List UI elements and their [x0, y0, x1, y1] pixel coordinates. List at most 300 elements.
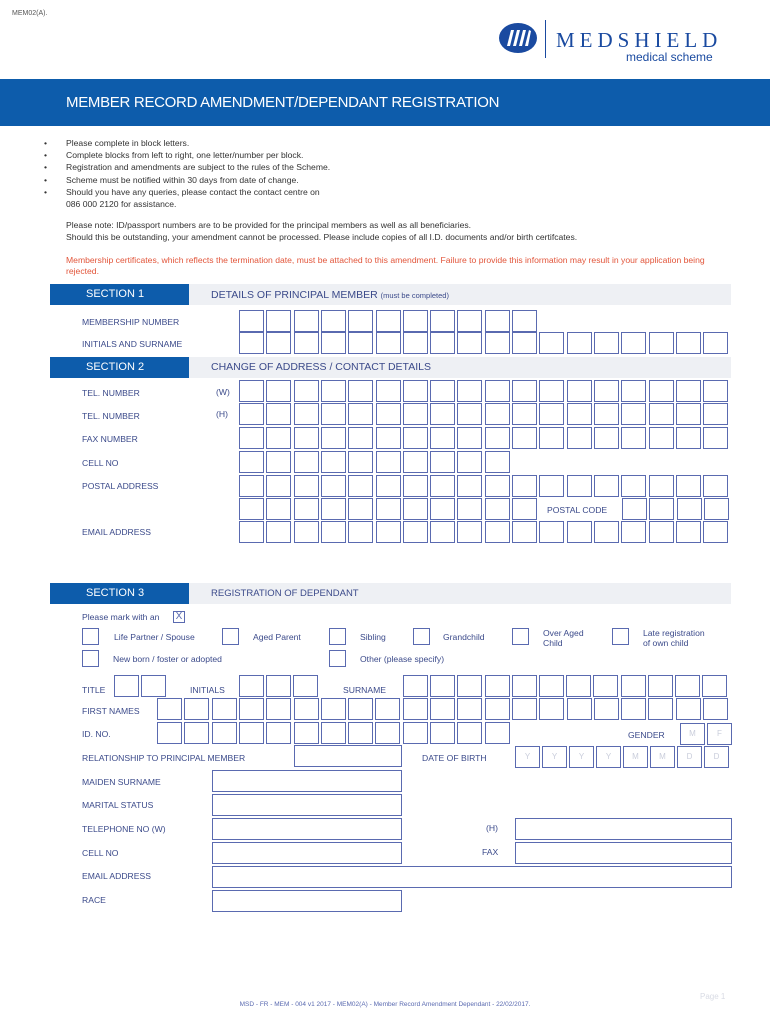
fax-number-box[interactable] [348, 427, 373, 449]
first-names-box[interactable] [375, 698, 400, 720]
first-names-box[interactable] [266, 698, 291, 720]
relationship-label: RELATIONSHIP TO PRINCIPAL MEMBER [82, 753, 246, 763]
cell-no-box[interactable] [239, 451, 264, 473]
id-no-box[interactable] [266, 722, 291, 744]
membership-number-box[interactable] [430, 310, 455, 332]
tel-work-box[interactable] [621, 380, 646, 402]
id-no-box[interactable] [239, 722, 264, 744]
section1-tab [50, 284, 189, 305]
initials-surname-box[interactable] [457, 332, 482, 354]
postal-address-box[interactable] [621, 475, 646, 497]
fax-number-box[interactable] [376, 427, 401, 449]
tel-work-box[interactable] [348, 380, 373, 402]
tel-home-box[interactable] [621, 403, 646, 425]
id-no-box[interactable] [485, 722, 510, 744]
gender-m-box[interactable] [680, 723, 705, 745]
fax-number-box[interactable] [703, 427, 728, 449]
dob-year-hint: Y [578, 752, 585, 761]
dob-day-box[interactable] [677, 746, 702, 768]
fax-number-box[interactable] [512, 427, 537, 449]
first-names-box[interactable] [594, 698, 619, 720]
medshield-logo-icon [498, 22, 538, 54]
telephone-home-field[interactable] [515, 818, 732, 840]
first-names-box[interactable] [403, 698, 428, 720]
postal-address-box[interactable] [403, 498, 428, 520]
section3-heading: REGISTRATION OF DEPENDANT [211, 588, 359, 599]
tel-work-box[interactable] [594, 380, 619, 402]
other-label: Other (please specify) [360, 654, 445, 664]
title-label: TITLE [82, 685, 106, 695]
tel-work-box[interactable] [512, 380, 537, 402]
surname-box[interactable] [485, 675, 510, 697]
tel-home-box[interactable] [430, 403, 455, 425]
email-address-box[interactable] [567, 521, 592, 543]
email-dependant-label: EMAIL ADDRESS [82, 871, 151, 881]
instruction-item-continued: 086 000 2120 for assistance. [66, 199, 177, 210]
postal-address-box[interactable] [348, 498, 373, 520]
first-names-box[interactable] [348, 698, 373, 720]
initials-surname-box[interactable] [567, 332, 592, 354]
initials-surname-box[interactable] [321, 332, 346, 354]
tel-home-box[interactable] [539, 403, 564, 425]
surname-box[interactable] [539, 675, 564, 697]
email-address-box[interactable] [676, 521, 701, 543]
first-names-box[interactable] [457, 698, 482, 720]
email-address-box[interactable] [239, 521, 264, 543]
cell-no-box[interactable] [403, 451, 428, 473]
mark-instruction: Please mark with an [82, 612, 160, 622]
instruction-item: • Registration and amendments are subject to the rules of the Scheme. [44, 161, 330, 173]
email-address-box[interactable] [294, 521, 319, 543]
late-reg-line2: of own child [643, 638, 689, 648]
postal-address-box[interactable] [403, 475, 428, 497]
id-note [66, 219, 577, 244]
initials-surname-box[interactable] [621, 332, 646, 354]
postal-address-box[interactable] [512, 498, 537, 520]
surname-label: SURNAME [343, 685, 386, 695]
first-names-box[interactable] [703, 698, 728, 720]
grandchild-label: Grandchild [443, 632, 485, 642]
postal-address-box[interactable] [539, 475, 564, 497]
race-label: RACE [82, 895, 106, 905]
first-names-box[interactable] [239, 698, 264, 720]
surname-box[interactable] [702, 675, 727, 697]
membership-number-box[interactable] [512, 310, 537, 332]
page-number: Page 1 [700, 992, 726, 1001]
postal-address-box[interactable] [266, 498, 291, 520]
title-box[interactable] [141, 675, 166, 697]
tel-work-box[interactable] [703, 380, 728, 402]
fax-number-box[interactable] [485, 427, 510, 449]
sibling-checkbox[interactable] [329, 628, 346, 645]
postal-code-label: POSTAL CODE [547, 505, 608, 515]
email-address-box[interactable] [621, 521, 646, 543]
tel-home-box[interactable] [266, 403, 291, 425]
email-address-box[interactable] [539, 521, 564, 543]
dob-month-box[interactable] [650, 746, 675, 768]
surname-box[interactable] [403, 675, 428, 697]
membership-number-box[interactable] [376, 310, 401, 332]
postal-address-box[interactable] [321, 475, 346, 497]
tel-work-box[interactable] [403, 380, 428, 402]
membership-number-box[interactable] [348, 310, 373, 332]
membership-number-box[interactable] [457, 310, 482, 332]
gender-f-box[interactable] [707, 723, 732, 745]
dob-year-box[interactable] [569, 746, 594, 768]
fax-field[interactable] [515, 842, 732, 864]
postal-address-box[interactable] [294, 498, 319, 520]
tel-home-box[interactable] [649, 403, 674, 425]
email-address-box[interactable] [266, 521, 291, 543]
newborn-checkbox[interactable] [82, 650, 99, 667]
initials-surname-box[interactable] [348, 332, 373, 354]
cell-no-box[interactable] [430, 451, 455, 473]
fax-dependant-label: FAX [482, 847, 499, 857]
tel-home-suffix: (H) [216, 409, 228, 419]
surname-box[interactable] [621, 675, 646, 697]
tel-home-box[interactable] [294, 403, 319, 425]
telephone-home-label: (H) [486, 823, 498, 833]
tel-work-box[interactable] [457, 380, 482, 402]
life-partner-checkbox[interactable] [82, 628, 99, 645]
cell-no-box[interactable] [294, 451, 319, 473]
initials-surname-box[interactable] [485, 332, 510, 354]
initials-surname-box[interactable] [403, 332, 428, 354]
id-no-label: ID. NO. [82, 729, 111, 739]
postal-address-box[interactable] [676, 475, 701, 497]
over-aged-line1: Over Aged [543, 628, 584, 638]
mark-example-box [173, 611, 185, 623]
surname-box[interactable] [566, 675, 591, 697]
postal-address-box[interactable] [348, 475, 373, 497]
tel-work-suffix: (W) [216, 387, 230, 397]
postal-address-box[interactable] [266, 475, 291, 497]
surname-box[interactable] [675, 675, 700, 697]
cell-no-box[interactable] [485, 451, 510, 473]
initials-surname-label: INITIALS AND SURNAME [82, 339, 183, 349]
dob-day-hint: D [713, 752, 720, 761]
section2-tab [50, 357, 189, 378]
logo-separator [545, 20, 546, 58]
maiden-surname-field[interactable] [212, 770, 402, 792]
over-aged-child-label [543, 628, 584, 648]
fax-number-box[interactable] [457, 427, 482, 449]
first-names-box[interactable] [485, 698, 510, 720]
postal-code-box[interactable] [649, 498, 674, 520]
id-no-box[interactable] [375, 722, 400, 744]
membership-number-box[interactable] [239, 310, 264, 332]
late-registration-checkbox[interactable] [612, 628, 629, 645]
fax-number-box[interactable] [430, 427, 455, 449]
first-names-box[interactable] [621, 698, 646, 720]
postal-address-box[interactable] [294, 475, 319, 497]
first-names-label: FIRST NAMES [82, 706, 140, 716]
postal-address-box[interactable] [376, 475, 401, 497]
surname-box[interactable] [648, 675, 673, 697]
dob-day-box[interactable] [704, 746, 729, 768]
surname-box[interactable] [457, 675, 482, 697]
marital-status-field[interactable] [212, 794, 402, 816]
tel-work-label: TEL. NUMBER [82, 388, 140, 398]
fax-number-box[interactable] [649, 427, 674, 449]
cell-no-field[interactable] [212, 842, 402, 864]
first-names-box[interactable] [567, 698, 592, 720]
title-box[interactable] [114, 675, 139, 697]
marital-status-label: MARITAL STATUS [82, 800, 154, 810]
tel-work-box[interactable] [485, 380, 510, 402]
fax-number-box[interactable] [676, 427, 701, 449]
email-address-box[interactable] [485, 521, 510, 543]
dob-year-hint: Y [551, 752, 558, 761]
postal-address-box[interactable] [485, 498, 510, 520]
id-no-box[interactable] [212, 722, 237, 744]
fax-number-box[interactable] [403, 427, 428, 449]
other-checkbox[interactable] [329, 650, 346, 667]
first-names-box[interactable] [676, 698, 701, 720]
tel-home-box[interactable] [348, 403, 373, 425]
section2-tab-label: SECTION 2 [86, 361, 145, 373]
fax-number-box[interactable] [239, 427, 264, 449]
tel-home-box[interactable] [321, 403, 346, 425]
tel-home-box[interactable] [676, 403, 701, 425]
initials-label: INITIALS [190, 685, 225, 695]
id-no-box[interactable] [430, 722, 455, 744]
over-aged-line2: Child [543, 638, 563, 648]
postal-address-box[interactable] [430, 475, 455, 497]
first-names-box[interactable] [648, 698, 673, 720]
email-address-box[interactable] [321, 521, 346, 543]
initials-surname-box[interactable] [594, 332, 619, 354]
maiden-surname-label: MAIDEN SURNAME [82, 777, 161, 787]
postal-address-box[interactable] [703, 475, 728, 497]
cell-no-box[interactable] [266, 451, 291, 473]
logo-subtitle: medical scheme [626, 50, 713, 64]
tel-work-box[interactable] [430, 380, 455, 402]
initials-surname-box[interactable] [539, 332, 564, 354]
postal-code-box[interactable] [704, 498, 729, 520]
email-address-box[interactable] [376, 521, 401, 543]
cell-no-dependant-label: CELL NO [82, 848, 119, 858]
cell-no-box[interactable] [457, 451, 482, 473]
over-aged-child-checkbox[interactable] [512, 628, 529, 645]
email-address-box[interactable] [594, 521, 619, 543]
dob-year-box[interactable] [515, 746, 540, 768]
document-code: MEM02(A). [12, 10, 48, 17]
tel-home-box[interactable] [567, 403, 592, 425]
postal-address-box[interactable] [430, 498, 455, 520]
membership-number-box[interactable] [403, 310, 428, 332]
initials-surname-box[interactable] [676, 332, 701, 354]
life-partner-label: Life Partner / Spouse [114, 632, 195, 642]
email-address-box[interactable] [348, 521, 373, 543]
postal-address-box[interactable] [376, 498, 401, 520]
initials-surname-box[interactable] [376, 332, 401, 354]
logo-name: MEDSHIELD [556, 28, 723, 52]
id-no-box[interactable] [403, 722, 428, 744]
postal-address-box[interactable] [239, 475, 264, 497]
initials-surname-box[interactable] [239, 332, 264, 354]
membership-number-box[interactable] [266, 310, 291, 332]
email-field[interactable] [212, 866, 732, 888]
email-address-label: EMAIL ADDRESS [82, 527, 151, 537]
fax-number-box[interactable] [594, 427, 619, 449]
initials-box[interactable] [266, 675, 291, 697]
tel-home-box[interactable] [239, 403, 264, 425]
postal-address-box[interactable] [594, 475, 619, 497]
section1-heading [211, 289, 449, 301]
tel-work-box[interactable] [539, 380, 564, 402]
initials-surname-box[interactable] [512, 332, 537, 354]
postal-address-box[interactable] [649, 475, 674, 497]
fax-number-box[interactable] [294, 427, 319, 449]
tel-home-box[interactable] [457, 403, 482, 425]
postal-address-box[interactable] [512, 475, 537, 497]
first-names-box[interactable] [321, 698, 346, 720]
surname-box[interactable] [430, 675, 455, 697]
first-names-box[interactable] [512, 698, 537, 720]
section1-tab-label: SECTION 1 [86, 288, 145, 300]
dob-year-box[interactable] [596, 746, 621, 768]
membership-number-label: MEMBERSHIP NUMBER [82, 317, 180, 327]
section1-heading-note: (must be completed) [380, 291, 449, 300]
aged-parent-checkbox[interactable] [222, 628, 239, 645]
telephone-work-label: TELEPHONE NO (W) [82, 824, 166, 834]
footer-reference: MSD - FR - MEM - 004 v1 2017 - MEM02(A) - Member Record Amendment Dependant - 22/02/2017. [239, 1001, 531, 1008]
first-names-box[interactable] [212, 698, 237, 720]
mark-example-symbol: X [175, 611, 183, 622]
id-no-box[interactable] [157, 722, 182, 744]
first-names-box[interactable] [430, 698, 455, 720]
tel-work-box[interactable] [649, 380, 674, 402]
telephone-work-field[interactable] [212, 818, 402, 840]
gender-m-hint: M [689, 729, 696, 738]
postal-address-box[interactable] [457, 475, 482, 497]
section1-heading-text: DETAILS OF PRINCIPAL MEMBER [211, 289, 378, 301]
instruction-item: • Please complete in block letters. [44, 137, 330, 149]
tel-work-box[interactable] [321, 380, 346, 402]
instructions-list [44, 137, 330, 210]
id-no-box[interactable] [348, 722, 373, 744]
id-no-box[interactable] [321, 722, 346, 744]
dob-day-hint: D [686, 752, 693, 761]
section3-tab [50, 583, 189, 604]
fax-number-box[interactable] [321, 427, 346, 449]
initials-surname-box[interactable] [703, 332, 728, 354]
dob-year-hint: Y [605, 752, 612, 761]
aged-parent-label: Aged Parent [253, 632, 301, 642]
late-reg-line1: Late registration [643, 628, 705, 638]
section2-heading: CHANGE OF ADDRESS / CONTACT DETAILS [211, 361, 431, 373]
membership-number-box[interactable] [485, 310, 510, 332]
dob-year-box[interactable] [542, 746, 567, 768]
initials-box[interactable] [293, 675, 318, 697]
id-no-box[interactable] [457, 722, 482, 744]
initials-surname-box[interactable] [294, 332, 319, 354]
dob-month-hint: M [632, 752, 639, 761]
email-address-box[interactable] [403, 521, 428, 543]
dob-month-box[interactable] [623, 746, 648, 768]
postal-address-box[interactable] [485, 475, 510, 497]
email-address-box[interactable] [430, 521, 455, 543]
postal-code-box[interactable] [677, 498, 702, 520]
initials-box[interactable] [239, 675, 264, 697]
instruction-item: • Complete blocks from left to right, one letter/number per block. [44, 149, 330, 161]
cell-no-box[interactable] [348, 451, 373, 473]
first-names-box[interactable] [184, 698, 209, 720]
postal-address-box[interactable] [321, 498, 346, 520]
dob-year-hint: Y [524, 752, 531, 761]
fax-number-box[interactable] [266, 427, 291, 449]
postal-address-box[interactable] [239, 498, 264, 520]
postal-address-box[interactable] [567, 475, 592, 497]
tel-home-box[interactable] [403, 403, 428, 425]
tel-home-box[interactable] [512, 403, 537, 425]
initials-surname-box[interactable] [649, 332, 674, 354]
dob-month-hint: M [659, 752, 666, 761]
race-field[interactable] [212, 890, 402, 912]
relationship-field[interactable] [294, 745, 402, 767]
surname-box[interactable] [512, 675, 537, 697]
tel-work-box[interactable] [239, 380, 264, 402]
id-note-line2: Should this be outstanding, your amendment cannot be processed. Please include copies of all I.D. documents and/or birth certifcates. [66, 232, 578, 243]
first-names-box[interactable] [157, 698, 182, 720]
first-names-box[interactable] [539, 698, 564, 720]
email-address-box[interactable] [703, 521, 728, 543]
newborn-label: New born / foster or adopted [113, 654, 222, 664]
tel-home-label: TEL. NUMBER [82, 411, 140, 421]
cell-no-label: CELL NO [82, 458, 119, 468]
gender-label: GENDER [628, 730, 665, 740]
postal-address-label: POSTAL ADDRESS [82, 481, 159, 491]
initials-surname-box[interactable] [266, 332, 291, 354]
email-address-box[interactable] [457, 521, 482, 543]
fax-number-box[interactable] [567, 427, 592, 449]
cell-no-box[interactable] [321, 451, 346, 473]
section3-tab-label: SECTION 3 [86, 587, 145, 599]
tel-home-box[interactable] [485, 403, 510, 425]
membership-number-box[interactable] [294, 310, 319, 332]
tel-home-box[interactable] [376, 403, 401, 425]
tel-home-box[interactable] [703, 403, 728, 425]
sibling-label: Sibling [360, 632, 386, 642]
first-names-box[interactable] [294, 698, 319, 720]
late-registration-label [643, 628, 705, 648]
fax-number-box[interactable] [539, 427, 564, 449]
id-no-box[interactable] [294, 722, 319, 744]
email-address-box[interactable] [512, 521, 537, 543]
tel-work-box[interactable] [676, 380, 701, 402]
tel-work-box[interactable] [567, 380, 592, 402]
id-no-box[interactable] [184, 722, 209, 744]
fax-number-box[interactable] [621, 427, 646, 449]
fax-number-label: FAX NUMBER [82, 434, 138, 444]
postal-address-box[interactable] [457, 498, 482, 520]
id-note-line1: Please note: ID/passport numbers are to be provided for the principal members as well as all beneficiaries. [66, 220, 472, 230]
tel-work-box[interactable] [266, 380, 291, 402]
tel-home-box[interactable] [594, 403, 619, 425]
warning-text: Membership certificates, which reflects the termination date, must be attached to this amendment. Failure to provide this information may result in your application being rejected. [66, 255, 705, 277]
cell-no-box[interactable] [376, 451, 401, 473]
postal-code-box[interactable] [622, 498, 647, 520]
page-title: MEMBER RECORD AMENDMENT/DEPENDANT REGISTRATION [66, 94, 500, 111]
email-address-box[interactable] [649, 521, 674, 543]
initials-surname-box[interactable] [430, 332, 455, 354]
surname-box[interactable] [593, 675, 618, 697]
membership-number-box[interactable] [321, 310, 346, 332]
tel-work-box[interactable] [294, 380, 319, 402]
tel-work-box[interactable] [376, 380, 401, 402]
grandchild-checkbox[interactable] [413, 628, 430, 645]
